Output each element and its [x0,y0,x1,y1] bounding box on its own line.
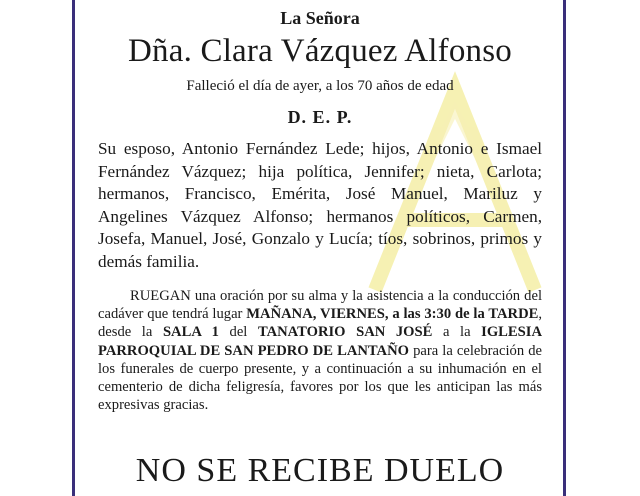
footer-notice: NO SE RECIBE DUELO [135,452,505,489]
death-notice: Falleció el día de ayer, a los 70 años de edad [186,78,454,94]
header-title: La Señora [280,8,360,28]
family-paragraph: Su esposo, Antonio Fernández Lede; hijos, Antonio e Ismael Fernández Vázquez; hija política, Jennifer; nieta, Carlota; hermanos, Francisco, Emérita, José Manuel, Mariluz y Angelines Vázquez Alfonso; hermanos políticos, Carmen, Josefa, Manuel, José, Gonzalo y Lucía; tíos, sobrinos, primos y demás familia. [98,139,542,271]
ruegan-text-5: para la celebración de los funerales de cuerpo presente, y a continuación a su inhumación en el cementerio de dicha feligresía, favores por los que les anticipan las más expresivas gracias. [98,342,542,414]
ruegan-paragraph [98,287,542,414]
ruegan-text-2: , desde la [98,306,543,341]
deceased-name: Dña. Clara Vázquez Alfonso [128,33,512,69]
ruegan-iglesia: IGLESIA PARROQUIAL DE SAN PEDRO DE LANTAÑO [98,324,542,359]
ruegan-text-1: RUEGAN una oración por su alma y la asistencia a la conducción del cadáver que tendrá lugar [98,288,542,323]
ruegan-text-4: a la [432,324,482,341]
ruegan-text-3: del [218,324,258,341]
dep-label: D. E. P. [287,107,353,127]
ruegan-tanatorio: TANATORIO SAN JOSÉ [257,324,433,341]
ruegan-sala: SALA 1 [162,324,219,341]
obituary-body [98,8,542,414]
ruegan-date: MAÑANA, VIERNES, a las 3:30 de la TARDE [246,306,539,323]
